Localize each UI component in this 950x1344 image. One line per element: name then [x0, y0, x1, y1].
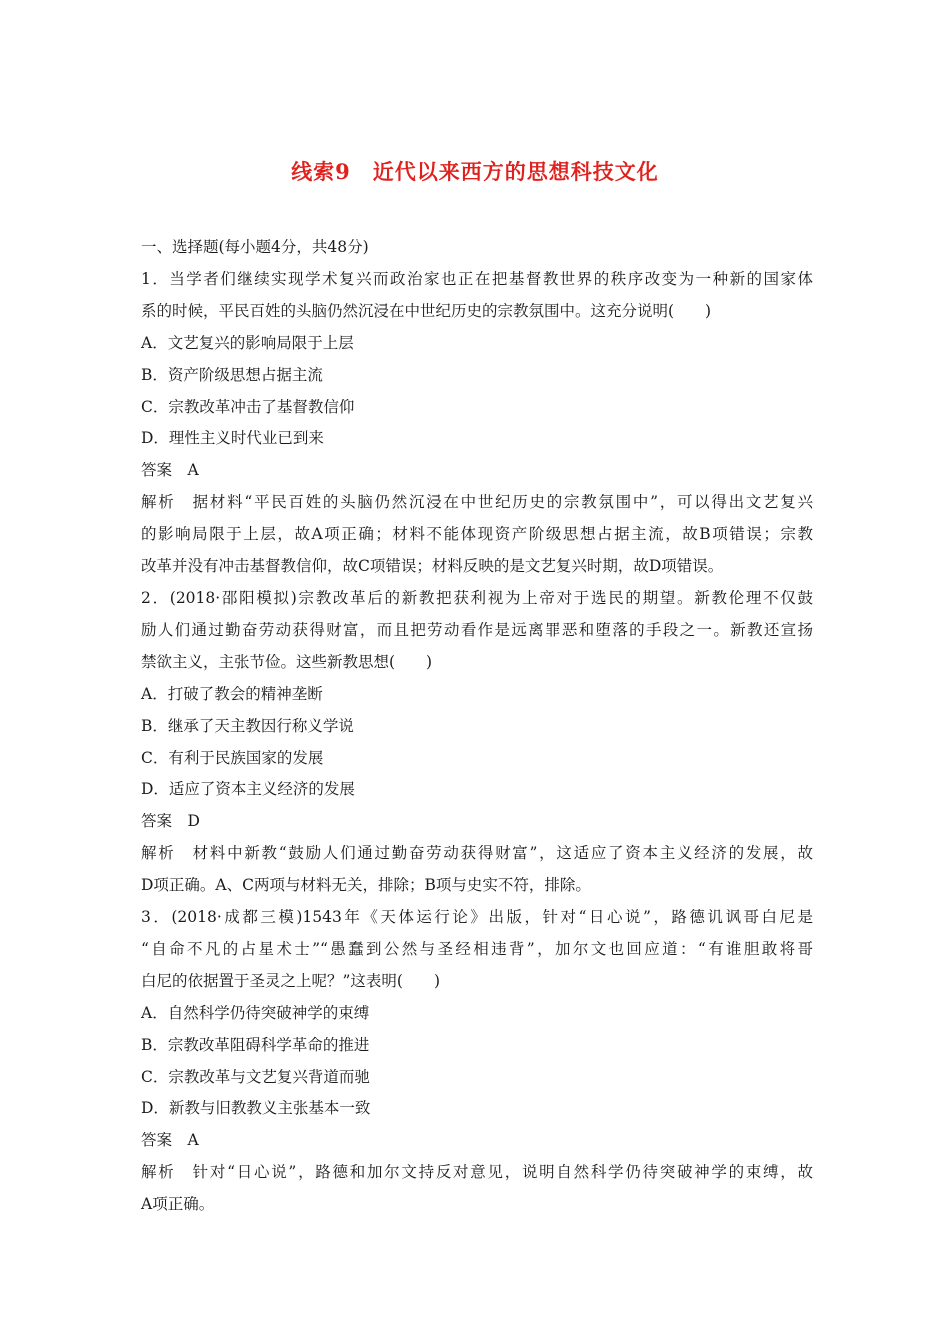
analysis-line: 解析 针对“日心说”，路德和加尔文持反对意见，说明自然科学仍待突破神学的束缚，故 — [141, 1163, 813, 1182]
answer: 答案 D — [141, 812, 200, 831]
analysis-line: 的影响局限于上层，故A项正确；材料不能体现资产阶级思想占据主流，故B项错误；宗教 — [141, 525, 813, 544]
analysis-line: 解析 据材料“平民百姓的头脑仍然沉浸在中世纪历史的宗教氛围中”，可以得出文艺复兴 — [141, 493, 813, 512]
question-stem-line: 1．当学者们继续实现学术复兴而政治家也正在把基督教世界的秩序改变为一种新的国家体 — [141, 269, 813, 288]
question-stem-line: 系的时候，平民百姓的头脑仍然沉浸在中世纪历史的宗教氛围中。这充分说明( ) — [141, 301, 712, 320]
section-header: 一、选择题(每小题4分，共48分) — [141, 238, 369, 256]
question-stem-line: 禁欲主义，主张节俭。这些新教思想( ) — [141, 652, 433, 671]
question-1 — [141, 264, 813, 583]
analysis-line: 改革并没有冲击基督教信仰，故C项错误；材料反映的是文艺复兴时期，故D项错误。 — [141, 557, 724, 576]
option-c: C．有利于民族国家的发展 — [141, 748, 324, 767]
analysis-line: D项正确。A、C两项与材料无关，排除；B项与史实不符，排除。 — [141, 876, 591, 895]
question-stem-line: 励人们通过勤奋劳动获得财富，而且把劳动看作是远离罪恶和堕落的手段之一。新教还宣扬 — [141, 620, 813, 639]
option-b: B．继承了天主教因行称义学说 — [141, 716, 354, 735]
option-d: D．理性主义时代业已到来 — [141, 429, 324, 448]
option-c: C．宗教改革与文艺复兴背道而驰 — [141, 1067, 370, 1086]
analysis-line: A项正确。 — [141, 1195, 215, 1214]
option-a: A．打破了教会的精神垄断 — [141, 684, 323, 703]
question-stem-line: 白尼的依据置于圣灵之上呢？”这表明( ) — [141, 971, 441, 990]
option-d: D．适应了资本主义经济的发展 — [141, 780, 355, 799]
option-b: B．资产阶级思想占据主流 — [141, 365, 323, 384]
question-3 — [141, 902, 813, 1221]
option-d: D．新教与旧教教义主张基本一致 — [141, 1099, 371, 1118]
question-stem-line: “自命不凡的占星术士”“愚蠢到公然与圣经相违背”，加尔文也回应道：“有谁胆敢将哥 — [141, 939, 813, 958]
option-a: A．自然科学仍待突破神学的束缚 — [141, 1003, 370, 1022]
question-stem-line: 3．(2018·成都三模)1543年《天体运行论》出版，针对“日心说”，路德讥讽哥白尼是 — [141, 908, 813, 927]
option-c: C．宗教改革冲击了基督教信仰 — [141, 397, 355, 416]
option-b: B．宗教改革阻碍科学革命的推进 — [141, 1035, 370, 1054]
document-body — [141, 232, 813, 1221]
answer: 答案 A — [141, 1131, 199, 1150]
answer: 答案 A — [141, 461, 199, 480]
question-stem-line: 2．(2018·邵阳模拟)宗教改革后的新教把获利视为上帝对于选民的期望。新教伦理不仅鼓 — [141, 588, 813, 607]
analysis-line: 解析 材料中新教“鼓励人们通过勤奋劳动获得财富”，这适应了资本主义经济的发展，故 — [141, 844, 813, 863]
page-title: 线索9 近代以来西方的思想科技文化 — [291, 159, 659, 184]
question-2 — [141, 583, 813, 902]
option-a: A．文艺复兴的影响局限于上层 — [141, 333, 354, 352]
